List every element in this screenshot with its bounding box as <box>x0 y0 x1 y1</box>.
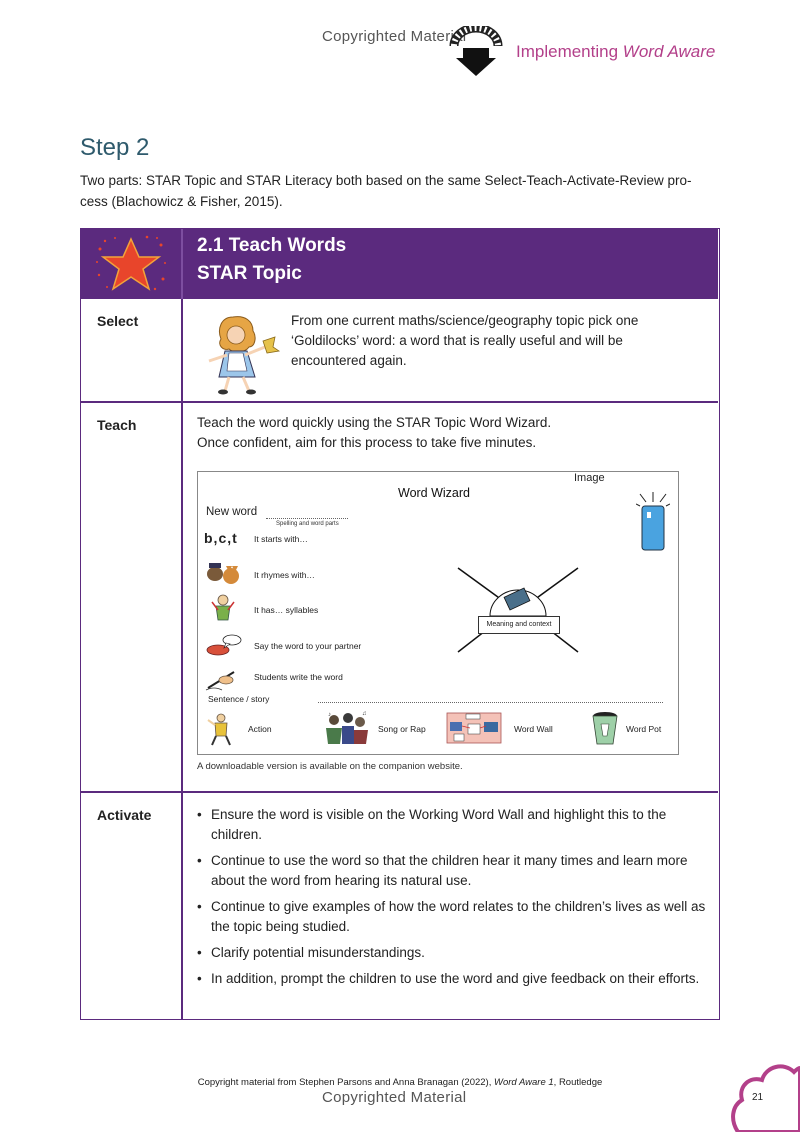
list-item: • Clarify potential misunderstandings. <box>197 943 707 963</box>
list-item: • Ensure the word is visible on the Working Word Wall and highlight this to the children. <box>197 805 707 845</box>
say-word-label: Say the word to your partner <box>254 641 362 651</box>
goldilocks-girl-icon <box>203 311 281 395</box>
letters-icon: b,c,t <box>204 530 238 546</box>
speech-lips-icon <box>204 632 242 662</box>
star-topic-table <box>80 228 720 1020</box>
word-wall-icon <box>446 712 502 744</box>
watermark-bottom: Copyrighted Material <box>322 1089 467 1106</box>
copyright-line: Copyright material from Stephen Parsons and Anna Branagan (2022), Word Aware 1, Routledge <box>197 1077 603 1088</box>
support-material-badge-icon <box>446 26 506 78</box>
spelling-label: Spelling and word parts <box>276 521 339 527</box>
list-item: • Continue to use the word so that the children hear it many times and learn more about the word from hearing its natural use. <box>197 851 707 891</box>
word-diagram-icon <box>454 564 582 656</box>
row-label-teach: Teach <box>97 417 137 433</box>
table-subtitle: STAR Topic <box>197 263 302 284</box>
svg-text:♪: ♪ <box>328 712 331 718</box>
clapping-icon <box>204 592 242 622</box>
list-item: • Continue to give examples of how the word relates to the children’s lives as well as the topic being studied. <box>197 897 707 937</box>
word-wizard-worksheet <box>197 471 679 755</box>
syllables-label: It has… syllables <box>254 605 319 615</box>
word-wizard-title: Word Wizard <box>398 486 471 500</box>
rhyme-animals-icon <box>204 558 242 588</box>
sentence-line <box>318 702 663 703</box>
phone-camera-icon <box>636 488 670 554</box>
row-divider <box>81 401 718 403</box>
song-rap-icon <box>322 710 370 746</box>
teach-duration: Once confident, aim for this process to take five minutes. <box>197 435 537 450</box>
table-header <box>81 229 718 299</box>
star-icon <box>95 235 167 293</box>
watermark-top: Copyrighted Material <box>322 28 467 45</box>
header-divider <box>181 229 183 299</box>
action-label: Action <box>248 724 272 734</box>
meaning-context-box: Meaning and context <box>478 616 560 634</box>
row-label-select: Select <box>97 313 139 329</box>
running-header: Implementing Word Aware <box>516 42 716 61</box>
action-figure-icon <box>206 712 236 746</box>
sentence-story-label: Sentence / story <box>208 694 270 704</box>
step-title: Step 2 <box>80 134 150 161</box>
rhymes-with-label: It rhymes with… <box>254 570 315 580</box>
new-word-line <box>266 508 348 519</box>
table-title: 2.1 Teach Words <box>197 235 347 256</box>
write-word-label: Students write the word <box>254 672 343 682</box>
word-wall-label: Word Wall <box>514 724 553 734</box>
column-divider <box>181 299 183 1019</box>
writing-hand-icon <box>204 664 242 694</box>
image-label: Image <box>574 472 605 484</box>
row-divider <box>81 791 718 793</box>
svg-text:♫: ♫ <box>362 711 367 717</box>
cloud-page-tab-icon <box>728 1050 800 1132</box>
word-pot-icon <box>590 710 620 746</box>
word-pot-label: Word Pot <box>626 724 662 734</box>
intro-text: Two parts: STAR Topic and STAR Literacy both based on the same Select-Teach-Activate-Review pro- cess (Blachowicz & Fisher, 2015). <box>80 173 692 209</box>
song-rap-label: Song or Rap <box>378 724 426 734</box>
row-label-activate: Activate <box>97 807 152 823</box>
download-note: A downloadable version is available on the companion website. <box>197 761 463 772</box>
activate-list <box>197 805 707 995</box>
teach-instruction: Teach the word quickly using the STAR Topic Word Wizard. <box>197 415 552 430</box>
select-description: From one current maths/science/geography topic pick one ‘Goldilocks’ word: a word that is really useful and will be encountered again. <box>291 313 639 368</box>
starts-with-label: It starts with… <box>254 534 308 544</box>
list-item: • In addition, prompt the children to use the word and give feedback on their efforts. <box>197 969 707 989</box>
page-number: 21 <box>752 1092 764 1103</box>
new-word-label: New word <box>206 506 258 518</box>
